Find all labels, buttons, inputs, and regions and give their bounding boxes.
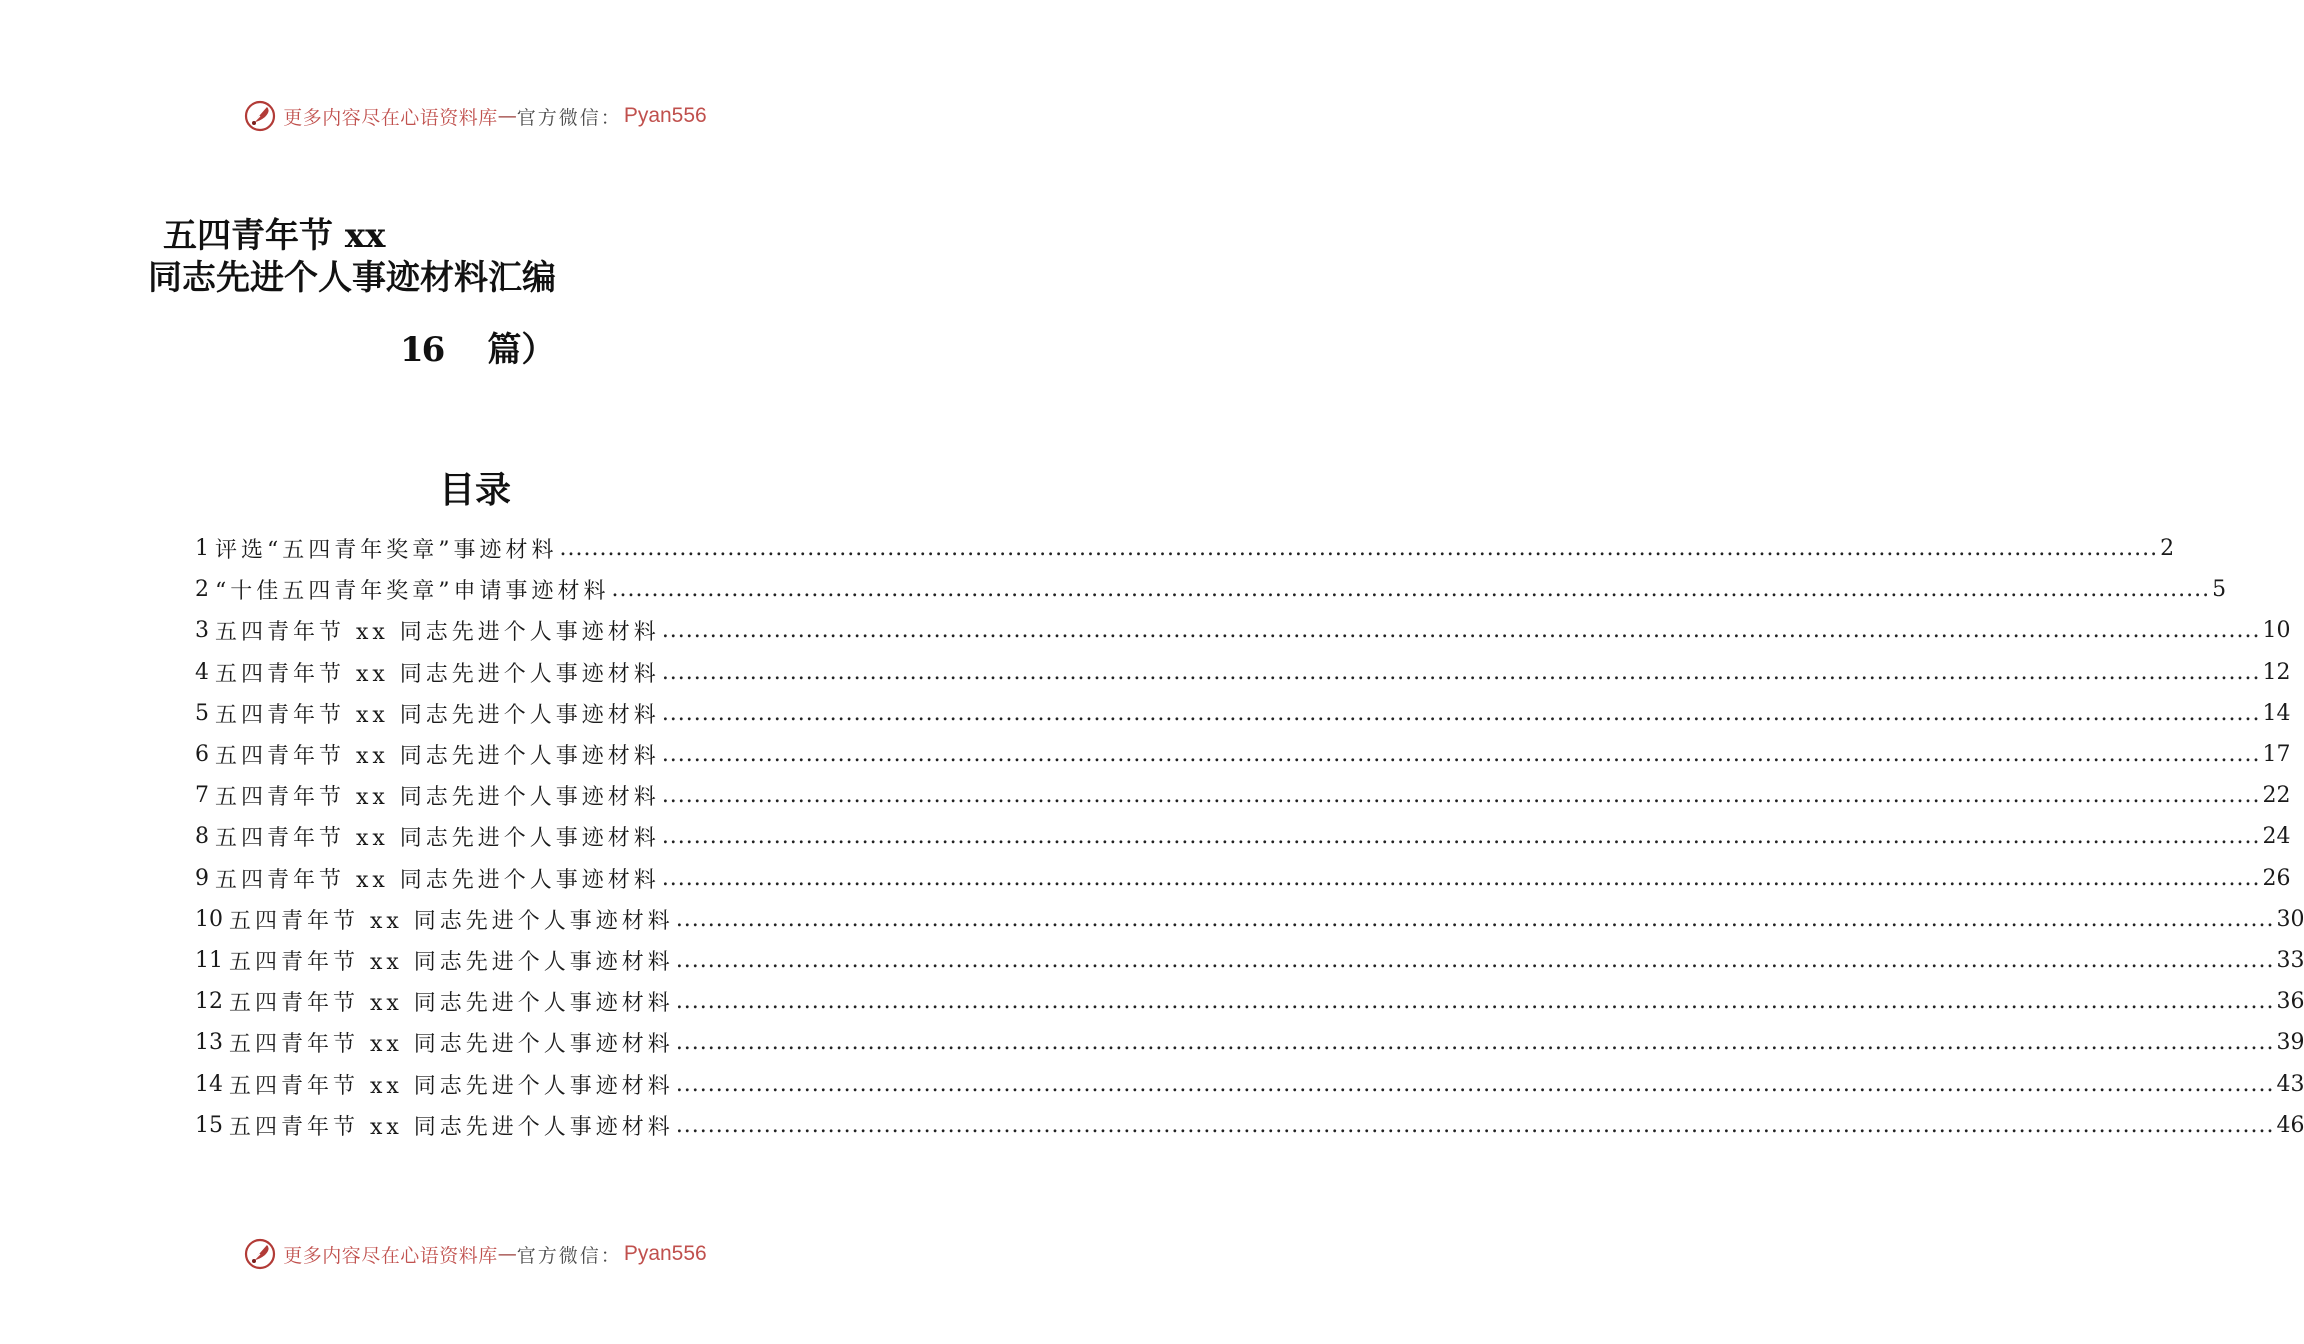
toc-item-number: 10: [195, 906, 223, 932]
toc-item-number: 15: [195, 1112, 223, 1138]
toc-item-page: 10: [2262, 618, 2291, 644]
toc-leader-dots: ........................................................................................................................................................................................................: [611, 577, 2211, 603]
toc-leader-dots: ........................................................................................................................................................................................................: [661, 618, 2261, 644]
article-count-suffix: 篇）: [487, 330, 556, 370]
toc-item[interactable]: [195, 652, 2291, 693]
toc-leader-dots: ........................................................................................................................................................................................................: [675, 989, 2275, 1015]
document-title-line1: 五四青年节 xx: [163, 216, 386, 256]
toc-leader-dots: ........................................................................................................................................................................................................: [661, 783, 2261, 809]
article-count-number: 16: [400, 330, 444, 370]
toc-item-title: 五四青年节 xx 同志先进个人事迹材料: [215, 744, 660, 770]
toc-item-title: 五四青年节 xx 同志先进个人事迹材料: [229, 1032, 674, 1058]
toc-item[interactable]: [195, 610, 2291, 651]
banner-dash: —: [497, 1243, 517, 1265]
toc-leader-dots: ........................................................................................................................................................................................................: [661, 700, 2261, 726]
toc-item-title: 五四青年节 xx 同志先进个人事迹材料: [215, 620, 660, 646]
toc-item-page: 14: [2262, 700, 2291, 726]
toc-item-title: 五四青年节 xx 同志先进个人事迹材料: [215, 702, 660, 728]
toc-leader-dots: ........................................................................................................................................................................................................: [675, 947, 2275, 973]
table-of-contents: [195, 528, 2304, 1146]
banner-wechat-id: Pyan556: [623, 104, 707, 127]
toc-item[interactable]: [195, 528, 2175, 569]
toc-item-title: 五四青年节 xx 同志先进个人事迹材料: [215, 785, 660, 811]
toc-item-title: 五四青年节 xx 同志先进个人事迹材料: [229, 908, 674, 934]
toc-leader-dots: ........................................................................................................................................................................................................: [675, 1112, 2275, 1138]
toc-item-page: 46: [2276, 1112, 2304, 1138]
banner-wechat-label: 官方微信：: [516, 106, 622, 129]
quill-pen-logo-icon: [243, 99, 277, 133]
toc-item[interactable]: [195, 816, 2291, 857]
toc-leader-dots: ........................................................................................................................................................................................................: [675, 1030, 2275, 1056]
toc-leader-dots: ........................................................................................................................................................................................................: [559, 536, 2159, 562]
footer-banner: [0, 1234, 950, 1274]
toc-item[interactable]: [195, 1063, 2304, 1104]
toc-item-number: 9: [195, 865, 209, 891]
article-count: [400, 322, 555, 371]
toc-item[interactable]: [195, 981, 2304, 1022]
banner-dash: —: [497, 105, 517, 127]
toc-item-page: 43: [2276, 1071, 2304, 1097]
toc-item[interactable]: [195, 734, 2291, 775]
toc-item-number: 2: [195, 577, 209, 603]
toc-item-number: 11: [195, 947, 223, 973]
toc-item-page: 2: [2160, 536, 2175, 562]
toc-item-title: 五四青年节 xx 同志先进个人事迹材料: [215, 661, 660, 687]
toc-item-number: 7: [195, 783, 209, 809]
toc-item-number: 5: [195, 700, 209, 726]
quill-pen-logo-icon: [243, 1237, 277, 1271]
toc-leader-dots: ........................................................................................................................................................................................................: [661, 865, 2261, 891]
document-title-line2: 同志先进个人事迹材料汇编: [148, 258, 556, 298]
banner-wechat-id: Pyan556: [623, 1242, 707, 1265]
toc-leader-dots: ........................................................................................................................................................................................................: [661, 659, 2261, 685]
toc-item-page: 36: [2276, 989, 2304, 1015]
toc-item-number: 13: [195, 1030, 223, 1056]
banner-wechat-label: 官方微信：: [516, 1244, 622, 1267]
toc-item-number: 3: [195, 618, 209, 644]
toc-item-title: 五四青年节 xx 同志先进个人事迹材料: [229, 991, 674, 1017]
toc-leader-dots: ........................................................................................................................................................................................................: [675, 1071, 2275, 1097]
toc-item-number: 8: [195, 824, 209, 850]
toc-leader-dots: ........................................................................................................................................................................................................: [675, 906, 2275, 932]
toc-item-page: 30: [2276, 906, 2304, 932]
toc-item-title: 评选“五四青年奖章”事迹材料: [215, 538, 558, 564]
toc-item-title: “十佳五四青年奖章”申请事迹材料: [215, 579, 610, 605]
toc-item-number: 1: [195, 536, 209, 562]
toc-item[interactable]: [195, 858, 2291, 899]
toc-item[interactable]: [195, 775, 2291, 816]
toc-item[interactable]: [195, 940, 2304, 981]
toc-item-page: 24: [2262, 824, 2291, 850]
toc-item-page: 17: [2262, 742, 2291, 768]
toc-leader-dots: ........................................................................................................................................................................................................: [661, 742, 2261, 768]
toc-item-title: 五四青年节 xx 同志先进个人事迹材料: [215, 826, 660, 852]
toc-item-page: 22: [2262, 783, 2291, 809]
toc-item[interactable]: [195, 1105, 2304, 1146]
toc-leader-dots: ........................................................................................................................................................................................................: [661, 824, 2261, 850]
toc-item[interactable]: [195, 899, 2304, 940]
toc-item-title: 五四青年节 xx 同志先进个人事迹材料: [229, 1073, 674, 1099]
toc-item-page: 26: [2262, 865, 2291, 891]
toc-item-number: 4: [195, 659, 209, 685]
toc-item[interactable]: [195, 569, 2227, 610]
toc-item-page: 5: [2212, 577, 2227, 603]
toc-item-page: 39: [2276, 1030, 2304, 1056]
toc-item-number: 14: [195, 1071, 223, 1097]
toc-item-title: 五四青年节 xx 同志先进个人事迹材料: [215, 867, 660, 893]
toc-item-title: 五四青年节 xx 同志先进个人事迹材料: [229, 949, 674, 975]
toc-heading: 目录: [438, 469, 511, 511]
header-banner: [0, 96, 950, 136]
toc-item[interactable]: [195, 693, 2291, 734]
toc-item-page: 33: [2276, 947, 2304, 973]
banner-text: 更多内容尽在心语资料库: [283, 106, 498, 129]
toc-item[interactable]: [195, 1022, 2304, 1063]
toc-item-page: 12: [2262, 659, 2291, 685]
toc-item-number: 6: [195, 742, 209, 768]
toc-item-number: 12: [195, 989, 223, 1015]
banner-text: 更多内容尽在心语资料库: [283, 1244, 498, 1267]
toc-item-title: 五四青年节 xx 同志先进个人事迹材料: [229, 1114, 674, 1140]
